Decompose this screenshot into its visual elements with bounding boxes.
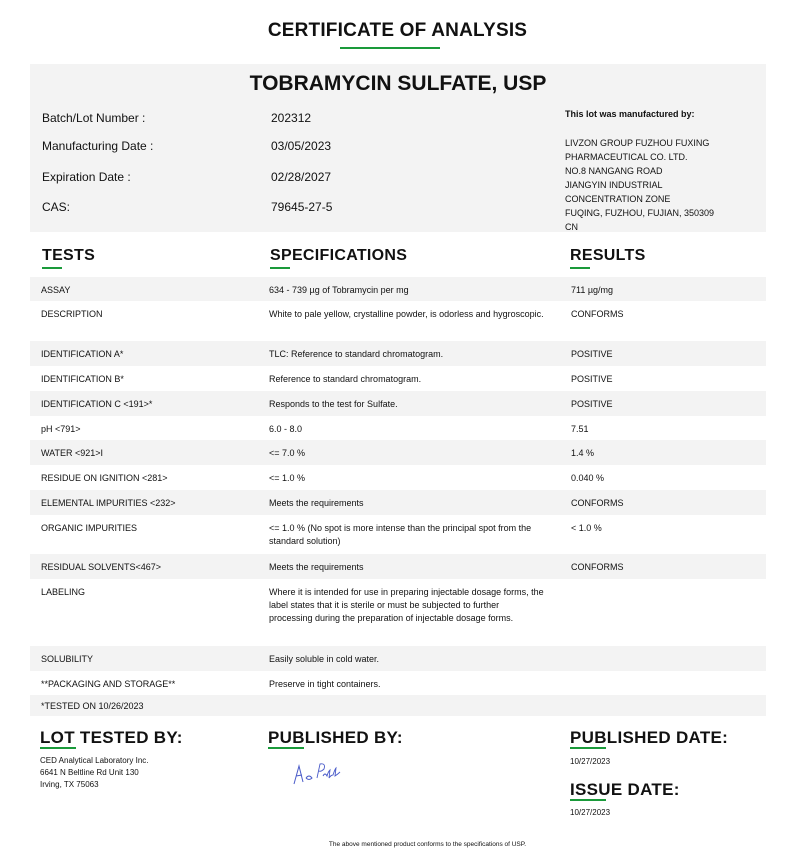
- lab-name: CED Analytical Laboratory Inc.: [40, 756, 149, 765]
- table-row: [30, 515, 766, 554]
- test-result: POSITIVE: [571, 374, 613, 384]
- test-spec: TLC: Reference to standard chromatogram.: [269, 349, 444, 359]
- table-row: [30, 671, 766, 695]
- test-spec: Meets the requirements: [269, 562, 364, 572]
- table-row: [30, 646, 766, 671]
- results-underline: [570, 267, 590, 269]
- manufacturer-line: NO.8 NANGANG ROAD: [565, 166, 663, 176]
- test-name: ASSAY: [41, 285, 71, 295]
- expiration-date-label: Expiration Date :: [42, 170, 131, 184]
- test-name: LABELING: [41, 587, 86, 597]
- test-name: RESIDUE ON IGNITION <281>: [41, 473, 168, 483]
- table-row: [30, 440, 766, 465]
- published-by-underline: [268, 747, 304, 749]
- table-row: [30, 554, 766, 579]
- table-row: [30, 301, 766, 341]
- lot-tested-by-heading: LOT TESTED BY:: [40, 728, 183, 747]
- manufacturer-address: [565, 136, 714, 234]
- test-name: ELEMENTAL IMPURITIES <232>: [41, 498, 176, 508]
- test-name: RESIDUAL SOLVENTS<467>: [41, 562, 162, 572]
- table-row-footnote: [30, 695, 766, 716]
- test-spec: <= 7.0 %: [269, 448, 306, 458]
- test-spec: Meets the requirements: [269, 498, 364, 508]
- batch-lot-label: Batch/Lot Number :: [42, 111, 146, 125]
- test-name: IDENTIFICATION B*: [41, 374, 124, 384]
- published-date-heading: PUBLISHED DATE:: [570, 728, 729, 747]
- test-name: IDENTIFICATION A*: [41, 349, 124, 359]
- table-row: [30, 490, 766, 515]
- published-date-underline: [570, 747, 606, 749]
- column-header-specifications: SPECIFICATIONS: [270, 247, 408, 264]
- test-spec: Reference to standard chromatogram.: [269, 374, 422, 384]
- test-name: DESCRIPTION: [41, 309, 103, 319]
- lab-street: 6641 N Beltline Rd Unit 130: [40, 768, 139, 777]
- batch-lot-value: 202312: [271, 111, 312, 125]
- test-spec: <= 1.0 %: [269, 473, 306, 483]
- test-result: CONFORMS: [571, 309, 624, 319]
- manufacturing-date-value: 03/05/2023: [271, 139, 332, 153]
- specifications-underline: [270, 267, 290, 269]
- tested-on-note: *TESTED ON 10/26/2023: [41, 701, 144, 711]
- test-spec: White to pale yellow, crystalline powder, is odorless and hygroscopic.: [269, 309, 544, 319]
- table-row: [30, 465, 766, 490]
- test-result: 7.51: [571, 424, 589, 434]
- expiration-date-value: 02/28/2027: [271, 170, 332, 184]
- lab-city: Irving, TX 75063: [40, 780, 99, 789]
- tests-underline: [42, 267, 62, 269]
- manufacturer-line: PHARMACEUTICAL CO. LTD.: [565, 152, 688, 162]
- lot-tested-by-underline: [40, 747, 76, 749]
- manufacturer-line: FUQING, FUZHOU, FUJIAN, 350309: [565, 208, 715, 218]
- manufacturer-heading: This lot was manufactured by:: [565, 109, 695, 119]
- published-by-heading: PUBLISHED BY:: [268, 728, 403, 747]
- published-date-value: 10/27/2023: [570, 757, 611, 766]
- table-row: [30, 341, 766, 366]
- test-result: 1.4 %: [571, 448, 595, 458]
- title-underline: [340, 47, 440, 49]
- test-results-table: [30, 277, 766, 716]
- test-spec: <= 1.0 % (No spot is more intense than the principal spot from the standard solution): [269, 523, 532, 546]
- test-spec: 634 - 739 µg of Tobramycin per mg: [269, 285, 409, 295]
- test-result: POSITIVE: [571, 399, 613, 409]
- issue-date-value: 10/27/2023: [570, 808, 611, 817]
- column-header-results: RESULTS: [570, 247, 646, 264]
- manufacturer-line: LIVZON GROUP FUZHOU FUXING: [565, 138, 710, 148]
- test-result: 711 µg/mg: [571, 285, 614, 295]
- conformance-note: The above mentioned product conforms to the specifications of USP.: [328, 841, 527, 848]
- table-row: [30, 391, 766, 416]
- issue-date-heading: ISSUE DATE:: [570, 780, 680, 799]
- test-result: CONFORMS: [571, 562, 624, 572]
- issue-date-underline: [570, 799, 606, 801]
- product-name: TOBRAMYCIN SULFATE, USP: [249, 72, 547, 95]
- column-header-tests: TESTS: [42, 247, 96, 264]
- test-result: CONFORMS: [571, 498, 624, 508]
- lab-address: [40, 755, 149, 791]
- test-spec: 6.0 - 8.0: [269, 424, 303, 434]
- manufacturer-line: CONCENTRATION ZONE: [565, 194, 671, 204]
- document-title: CERTIFICATE OF ANALYSIS: [267, 20, 528, 41]
- manufacturer-line: JIANGYIN INDUSTRIAL: [565, 180, 663, 190]
- test-result: POSITIVE: [571, 349, 613, 359]
- manufacturer-line: CN: [565, 222, 578, 232]
- test-result: 0.040 %: [571, 473, 605, 483]
- cas-label: CAS:: [42, 200, 71, 214]
- test-result: < 1.0 %: [571, 523, 602, 533]
- test-name: **PACKAGING AND STORAGE**: [41, 679, 176, 689]
- test-name: WATER <921>I: [41, 448, 104, 458]
- table-row: [30, 579, 766, 646]
- cas-value: 79645-27-5: [271, 200, 333, 214]
- test-name: IDENTIFICATION C <191>*: [41, 399, 153, 409]
- test-name: ORGANIC IMPURITIES: [41, 523, 138, 533]
- test-spec: Where it is intended for use in preparing injectable dosage forms, the label states that it is sterile or must be subjected to further processing during the preparation of injectable dosage forms.: [269, 587, 544, 623]
- table-row: [30, 366, 766, 391]
- table-row: [30, 277, 766, 301]
- product-header: [30, 64, 766, 232]
- signature-icon: [290, 758, 350, 788]
- test-name: SOLUBILITY: [41, 654, 94, 664]
- test-spec: Easily soluble in cold water.: [269, 654, 380, 664]
- table-row: [30, 416, 766, 440]
- test-spec: Preserve in tight containers.: [269, 679, 381, 689]
- test-name: pH <791>: [41, 424, 81, 434]
- test-spec: Responds to the test for Sulfate.: [269, 399, 398, 409]
- manufacturing-date-label: Manufacturing Date :: [42, 139, 154, 153]
- signature-image: [290, 758, 350, 793]
